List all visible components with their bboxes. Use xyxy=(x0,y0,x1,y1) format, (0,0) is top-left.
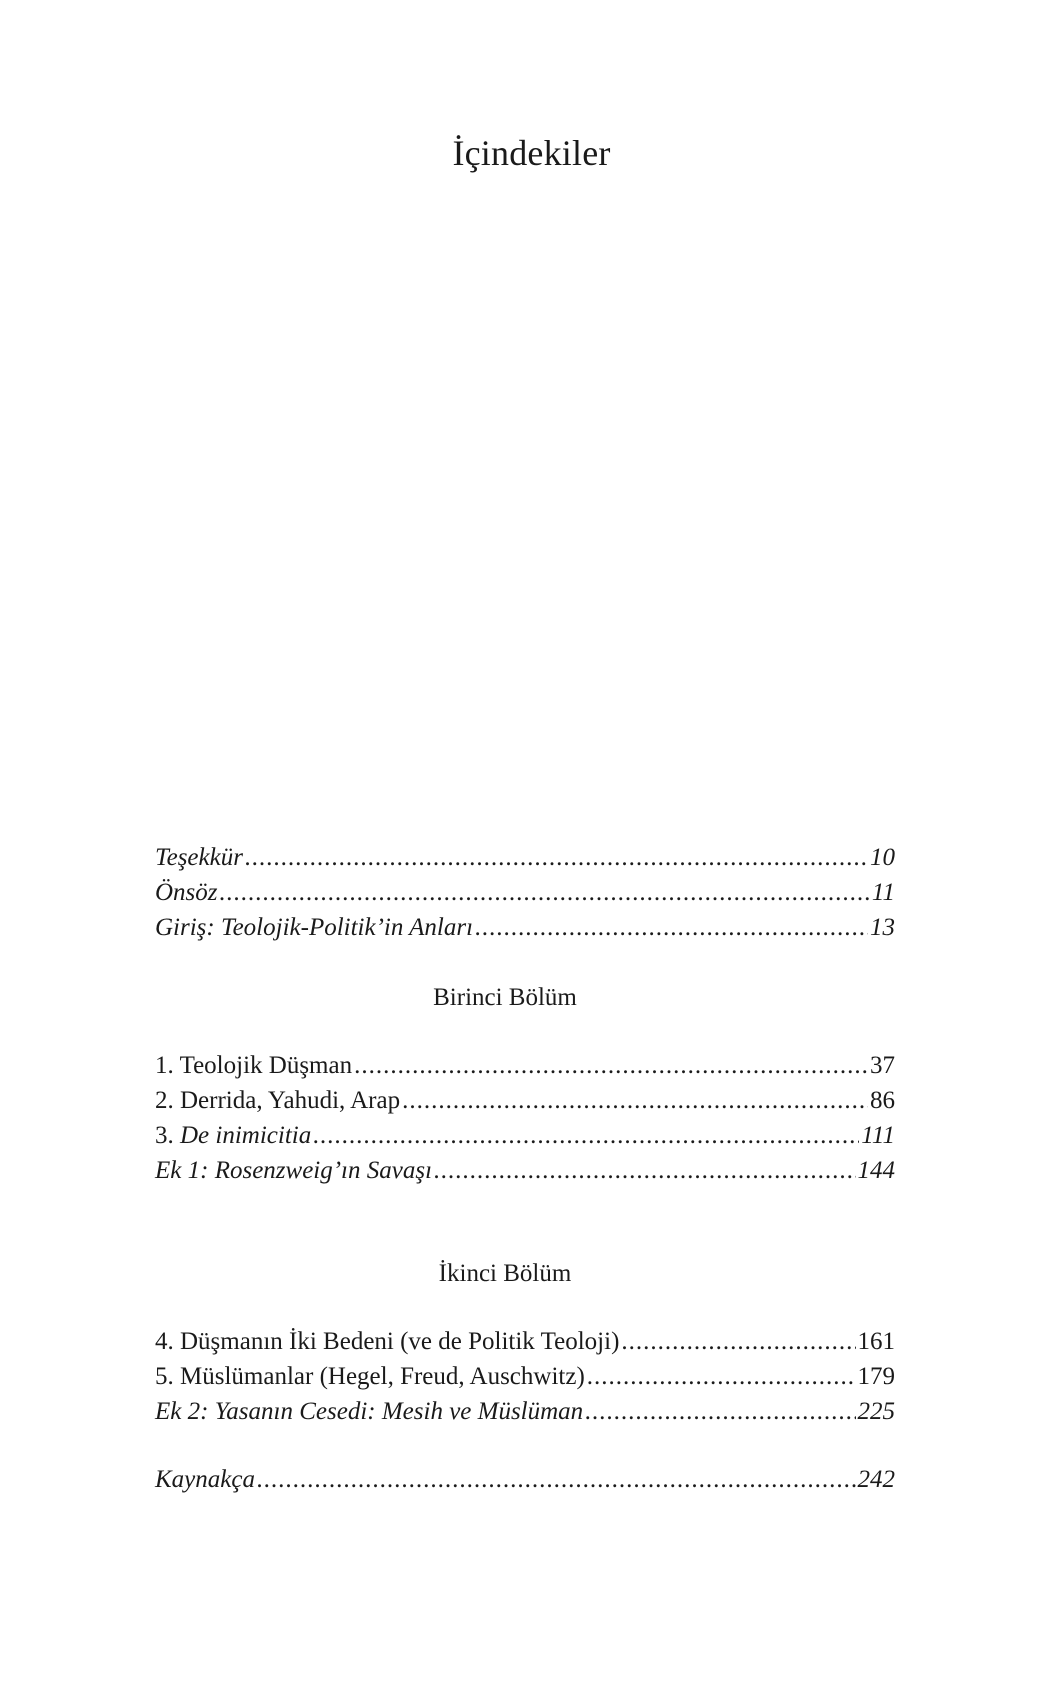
dot-leader xyxy=(257,1462,856,1497)
toc-entry-title xyxy=(155,1048,352,1083)
dot-leader xyxy=(354,1048,868,1083)
toc-entry-appendix-2[interactable] xyxy=(155,1394,895,1429)
part-one-heading: Birinci Bölüm xyxy=(433,984,577,1011)
toc-entry-chapter-3[interactable] xyxy=(155,1118,895,1153)
dot-leader xyxy=(475,910,868,945)
chapter-title: De inimicitia xyxy=(180,1122,312,1149)
toc-entry-appendix-1[interactable] xyxy=(155,1153,895,1188)
part-two-heading: İkinci Bölüm xyxy=(438,1260,572,1287)
dot-leader xyxy=(313,1118,859,1153)
chapter-title: Ek 2: Yasanın Cesedi: Mesih ve Müslüman xyxy=(155,1398,584,1425)
toc-entry-tesekkur[interactable] xyxy=(155,840,895,875)
toc-entry-chapter-1[interactable] xyxy=(155,1048,895,1083)
toc-entry-title xyxy=(155,1394,583,1429)
table-of-contents xyxy=(155,840,895,1497)
chapter-number: 4. xyxy=(155,1328,180,1355)
chapter-number: 3. xyxy=(155,1122,180,1149)
dot-leader xyxy=(621,1324,855,1359)
toc-entry-kaynakca[interactable] xyxy=(155,1462,895,1497)
toc-entry-title: Önsöz xyxy=(155,879,218,906)
toc-entry-title xyxy=(155,1324,619,1359)
toc-page-number: 13 xyxy=(870,914,895,941)
toc-page-number: 111 xyxy=(861,1122,895,1149)
toc-page-number: 179 xyxy=(857,1363,895,1390)
dot-leader xyxy=(434,1153,855,1188)
dot-leader xyxy=(585,1394,855,1429)
dot-leader xyxy=(587,1359,856,1394)
toc-entry-title: Giriş: Teolojik-Politik’in Anları xyxy=(155,914,474,941)
page-title: İçindekiler xyxy=(452,133,611,173)
toc-page-number: 11 xyxy=(871,879,895,906)
chapter-number: 1. xyxy=(155,1052,180,1079)
toc-page-number: 86 xyxy=(870,1087,895,1114)
toc-entry-onsoz[interactable] xyxy=(155,875,895,910)
dot-leader xyxy=(402,1083,868,1118)
toc-entry-title xyxy=(155,1083,400,1118)
chapter-title: Ek 1: Rosenzweig’ın Savaşı xyxy=(155,1157,433,1184)
toc-page-number: 37 xyxy=(870,1052,895,1079)
toc-entry-title xyxy=(155,1118,311,1153)
dot-leader xyxy=(220,875,870,910)
toc-page-number: 161 xyxy=(857,1328,895,1355)
toc-entry-chapter-4[interactable] xyxy=(155,1324,895,1359)
toc-entry-title xyxy=(155,1153,432,1188)
chapter-title: Müslümanlar (Hegel, Freud, Auschwitz) xyxy=(180,1363,585,1390)
toc-page-number: 225 xyxy=(857,1398,895,1425)
chapter-title: Düşmanın İki Bedeni (ve de Politik Teoloji) xyxy=(180,1328,620,1355)
toc-entry-title: Kaynakça xyxy=(155,1466,255,1493)
toc-page-number: 242 xyxy=(857,1466,895,1493)
toc-page-number: 144 xyxy=(857,1157,895,1184)
toc-entry-title: Teşekkür xyxy=(155,844,243,871)
dot-leader xyxy=(245,840,868,875)
toc-entry-title xyxy=(155,1359,585,1394)
toc-entry-chapter-5[interactable] xyxy=(155,1359,895,1394)
chapter-number: 2. xyxy=(155,1087,180,1114)
toc-page-number: 10 xyxy=(870,844,895,871)
chapter-title: Teolojik Düşman xyxy=(179,1052,353,1079)
toc-entry-giris[interactable] xyxy=(155,910,895,945)
toc-entry-chapter-2[interactable] xyxy=(155,1083,895,1118)
chapter-number: 5. xyxy=(155,1363,180,1390)
chapter-title: Derrida, Yahudi, Arap xyxy=(180,1087,401,1114)
